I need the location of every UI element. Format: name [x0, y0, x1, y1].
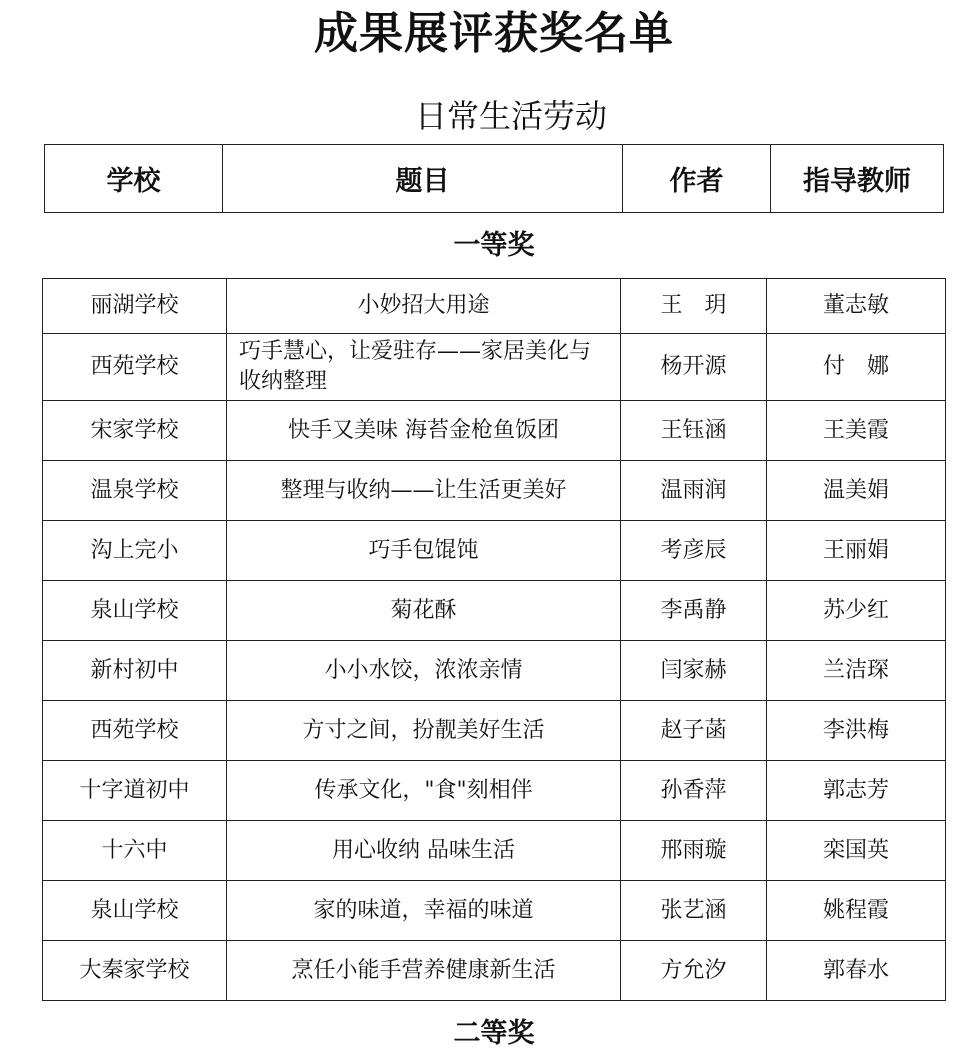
school-cell: 温泉学校: [43, 461, 227, 521]
author-cell: 杨开源: [621, 334, 767, 401]
author-cell: 考彦辰: [621, 521, 767, 581]
topic-cell: 家的味道，幸福的味道: [227, 881, 621, 941]
topic-cell: 烹任小能手营养健康新生活: [227, 941, 621, 1001]
advisor-cell: 苏少红: [767, 581, 946, 641]
topic-cell: 小小水饺，浓浓亲情: [227, 641, 621, 701]
advisor-cell: 王丽娟: [767, 521, 946, 581]
author-cell: 闫家赫: [621, 641, 767, 701]
author-cell: 孙香萍: [621, 761, 767, 821]
first-prize-table: [42, 278, 946, 1001]
document-title: 成果展评获奖名单: [314, 8, 674, 59]
table-row: [43, 461, 946, 521]
table-row: [43, 279, 946, 334]
author-cell: 邢雨璇: [621, 821, 767, 881]
topic-cell: 用心收纳 品味生活: [227, 821, 621, 881]
author-cell: 方允汐: [621, 941, 767, 1001]
header-school: 学校: [45, 145, 223, 213]
school-cell: 泉山学校: [43, 581, 227, 641]
table-row: [43, 821, 946, 881]
header-table: [44, 144, 944, 213]
advisor-cell: 付 娜: [767, 334, 946, 401]
advisor-cell: 王美霞: [767, 401, 946, 461]
header-author: 作者: [623, 145, 771, 213]
table-row: [43, 401, 946, 461]
topic-cell: 方寸之间，扮靓美好生活: [227, 701, 621, 761]
table-row: [43, 641, 946, 701]
table-row: [43, 334, 946, 401]
advisor-cell: 郭春水: [767, 941, 946, 1001]
school-cell: 十字道初中: [43, 761, 227, 821]
advisor-cell: 李洪梅: [767, 701, 946, 761]
category-title: 日常生活劳动: [414, 97, 607, 135]
topic-cell: 快手又美味 海苔金枪鱼饭团: [227, 401, 621, 461]
author-cell: 张艺涵: [621, 881, 767, 941]
topic-cell: 菊花酥: [227, 581, 621, 641]
header-topic: 题目: [223, 145, 623, 213]
prize-title-second: 二等奖: [453, 1018, 535, 1049]
advisor-cell: 栾国英: [767, 821, 946, 881]
topic-cell: 巧手包馄饨: [227, 521, 621, 581]
school-cell: 宋家学校: [43, 401, 227, 461]
topic-cell: 巧手慧心，让爱驻存——家居美化与收纳整理: [227, 334, 621, 401]
school-cell: 西苑学校: [43, 701, 227, 761]
advisor-cell: 董志敏: [767, 279, 946, 334]
author-cell: 温雨润: [621, 461, 767, 521]
advisor-cell: 温美娟: [767, 461, 946, 521]
table-row: [43, 881, 946, 941]
header-row: [45, 145, 944, 213]
advisor-cell: 兰洁琛: [767, 641, 946, 701]
school-cell: 大秦家学校: [43, 941, 227, 1001]
table-row: [43, 761, 946, 821]
author-cell: 李禹静: [621, 581, 767, 641]
school-cell: 新村初中: [43, 641, 227, 701]
topic-cell: 传承文化，"食"刻相伴: [227, 761, 621, 821]
topic-cell: 整理与收纳——让生活更美好: [227, 461, 621, 521]
author-cell: 王钰涵: [621, 401, 767, 461]
table-row: [43, 701, 946, 761]
school-cell: 西苑学校: [43, 334, 227, 401]
advisor-cell: 姚程霞: [767, 881, 946, 941]
advisor-cell: 郭志芳: [767, 761, 946, 821]
author-cell: 王 玥: [621, 279, 767, 334]
header-advisor: 指导教师: [771, 145, 944, 213]
author-cell: 赵子菡: [621, 701, 767, 761]
school-cell: 十六中: [43, 821, 227, 881]
table-row: [43, 941, 946, 1001]
school-cell: 沟上完小: [43, 521, 227, 581]
prize-title-first: 一等奖: [453, 230, 535, 261]
table-row: [43, 521, 946, 581]
school-cell: 丽湖学校: [43, 279, 227, 334]
table-row: [43, 581, 946, 641]
school-cell: 泉山学校: [43, 881, 227, 941]
topic-cell: 小妙招大用途: [227, 279, 621, 334]
